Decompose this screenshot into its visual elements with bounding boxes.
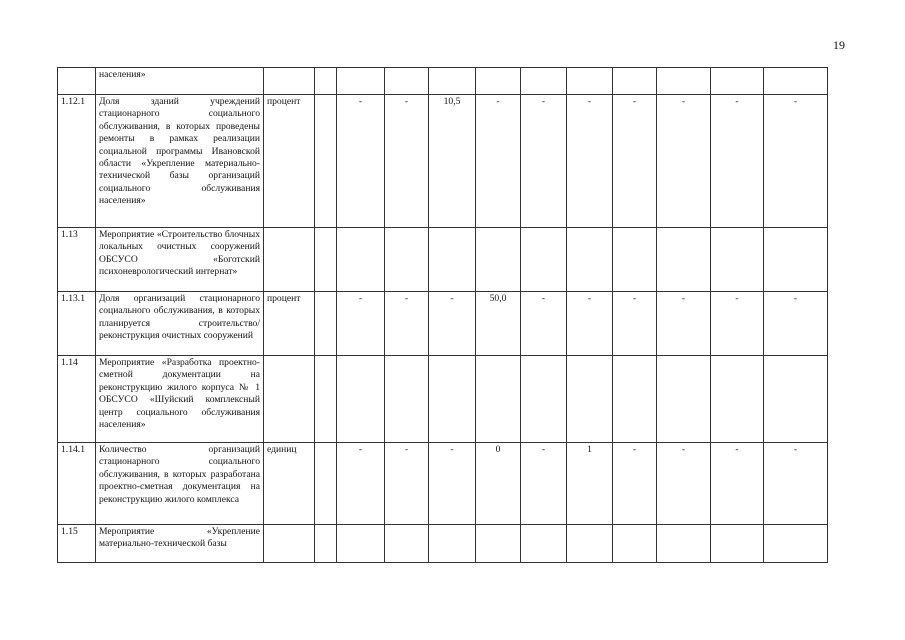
value-cell xyxy=(521,68,567,95)
indicator-name-cell: Мероприятие «Строительство блочных локальных очистных сооружений ОБСУСО «Боготский психоневрологический интернат» xyxy=(96,228,264,292)
row-number-cell: 1.15 xyxy=(58,525,96,563)
value-cell xyxy=(337,68,385,95)
page-number: 19 xyxy=(833,38,845,52)
unit-cell xyxy=(264,228,315,292)
value-cell: - xyxy=(764,443,828,525)
value-cell: - xyxy=(429,443,476,525)
value-cell xyxy=(429,68,476,95)
table-row xyxy=(58,228,828,292)
indicator-name-cell: Количество организаций стационарного социального обслуживания, в которых разработана проектно-сметная документация на реконструкцию жилого комплекса xyxy=(96,443,264,525)
value-cell xyxy=(315,68,337,95)
indicator-name-cell: населения» xyxy=(96,68,264,95)
value-cell: 0 xyxy=(476,443,521,525)
value-cell xyxy=(521,228,567,292)
value-cell xyxy=(613,356,657,443)
value-cell xyxy=(613,68,657,95)
value-cell: - xyxy=(567,292,613,356)
value-cell xyxy=(711,228,764,292)
value-cell: - xyxy=(764,292,828,356)
unit-cell: единиц xyxy=(264,443,315,525)
value-cell xyxy=(315,228,337,292)
value-cell: - xyxy=(521,95,567,228)
value-cell xyxy=(657,356,711,443)
indicator-name-cell: Мероприятие «Разработка проектно-сметной документации на реконструкцию жилого корпуса № 1 ОБСУСО «Шуйский комплексный центр социального обслуживания населения» xyxy=(96,356,264,443)
value-cell xyxy=(613,525,657,563)
value-cell xyxy=(657,228,711,292)
value-cell: 10,5 xyxy=(429,95,476,228)
value-cell xyxy=(337,525,385,563)
value-cell xyxy=(567,68,613,95)
row-number-cell: 1.14.1 xyxy=(58,443,96,525)
value-cell xyxy=(315,95,337,228)
value-cell xyxy=(476,356,521,443)
indicator-name-cell: Мероприятие «Укрепление материально-технической базы xyxy=(96,525,264,563)
value-cell xyxy=(476,68,521,95)
value-cell: - xyxy=(711,292,764,356)
row-number-cell: 1.13 xyxy=(58,228,96,292)
value-cell xyxy=(567,525,613,563)
indicator-name-cell: Доля организаций стационарного социального обслуживания, в которых планируется строительство/реконструкция очистных сооружений xyxy=(96,292,264,356)
value-cell xyxy=(337,228,385,292)
value-cell: - xyxy=(385,443,429,525)
table-row xyxy=(58,68,828,95)
value-cell: - xyxy=(567,95,613,228)
value-cell xyxy=(429,525,476,563)
unit-cell xyxy=(264,68,315,95)
value-cell xyxy=(315,525,337,563)
unit-cell xyxy=(264,356,315,443)
value-cell xyxy=(429,356,476,443)
indicator-name-cell: Доля зданий учреждений стационарного социального обслуживания, в которых проведены ремонты в рамках реализации социальной программы Ивановской области «Укрепление материально-технической базы организаций социального обслуживания населения» xyxy=(96,95,264,228)
value-cell: - xyxy=(429,292,476,356)
value-cell xyxy=(521,525,567,563)
row-number-cell: 1.13.1 xyxy=(58,292,96,356)
value-cell xyxy=(385,68,429,95)
row-number-cell xyxy=(58,68,96,95)
value-cell xyxy=(567,228,613,292)
value-cell xyxy=(337,356,385,443)
value-cell: - xyxy=(337,443,385,525)
value-cell xyxy=(429,228,476,292)
value-cell: - xyxy=(613,95,657,228)
value-cell xyxy=(657,525,711,563)
value-cell xyxy=(385,525,429,563)
value-cell xyxy=(764,525,828,563)
value-cell: - xyxy=(613,443,657,525)
row-number-cell: 1.14 xyxy=(58,356,96,443)
value-cell: 1 xyxy=(567,443,613,525)
value-cell xyxy=(764,68,828,95)
value-cell xyxy=(385,228,429,292)
value-cell: - xyxy=(337,292,385,356)
indicators-table xyxy=(57,67,828,563)
value-cell xyxy=(764,228,828,292)
value-cell: - xyxy=(613,292,657,356)
value-cell xyxy=(711,68,764,95)
table-row xyxy=(58,95,828,228)
value-cell: - xyxy=(711,443,764,525)
value-cell xyxy=(567,356,613,443)
value-cell: - xyxy=(657,95,711,228)
value-cell xyxy=(657,68,711,95)
table-row xyxy=(58,443,828,525)
value-cell xyxy=(711,525,764,563)
value-cell: - xyxy=(385,95,429,228)
value-cell: 50,0 xyxy=(476,292,521,356)
value-cell: - xyxy=(657,443,711,525)
table-body xyxy=(58,68,828,563)
value-cell xyxy=(764,356,828,443)
value-cell xyxy=(315,292,337,356)
value-cell: - xyxy=(521,443,567,525)
table-row xyxy=(58,356,828,443)
unit-cell: процент xyxy=(264,292,315,356)
value-cell xyxy=(521,356,567,443)
value-cell: - xyxy=(476,95,521,228)
unit-cell: процент xyxy=(264,95,315,228)
value-cell xyxy=(385,356,429,443)
value-cell: - xyxy=(764,95,828,228)
value-cell xyxy=(476,228,521,292)
value-cell: - xyxy=(337,95,385,228)
unit-cell xyxy=(264,525,315,563)
value-cell: - xyxy=(657,292,711,356)
table-row xyxy=(58,292,828,356)
row-number-cell: 1.12.1 xyxy=(58,95,96,228)
value-cell xyxy=(315,443,337,525)
value-cell xyxy=(711,356,764,443)
value-cell xyxy=(613,228,657,292)
value-cell xyxy=(315,356,337,443)
value-cell: - xyxy=(521,292,567,356)
table-row xyxy=(58,525,828,563)
value-cell: - xyxy=(711,95,764,228)
value-cell: - xyxy=(385,292,429,356)
value-cell xyxy=(476,525,521,563)
